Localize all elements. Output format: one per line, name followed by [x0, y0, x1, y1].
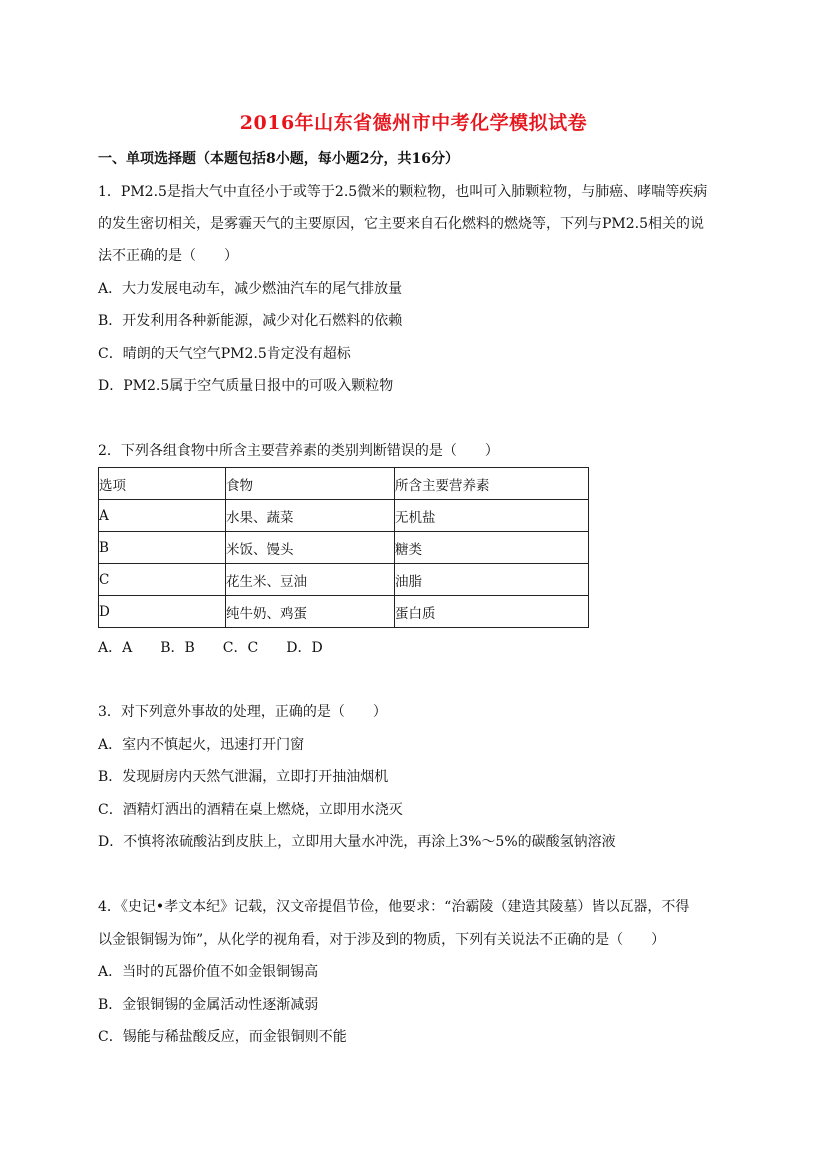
- question-3-option-c: C．酒精灯洒出的酒精在桌上燃烧，立即用水浇灭: [98, 802, 403, 818]
- table-cell: D: [99, 596, 226, 628]
- question-4-option-c: C．锡能与稀盐酸反应，而金银铜则不能: [98, 1029, 347, 1045]
- question-1-option-a: A．大力发展电动车，减少燃油汽车的尾气排放量: [98, 281, 403, 297]
- question-1-option-d: D．PM2.5属于空气质量日报中的可吸入颗粒物: [98, 378, 394, 394]
- table-header-row: [99, 468, 589, 500]
- table-header-cell: 选项: [99, 468, 226, 500]
- question-3-option-b: B．发现厨房内天然气泄漏，立即打开抽油烟机: [98, 769, 389, 785]
- page-title: 2016年山东省德州市中考化学模拟试卷: [239, 112, 588, 134]
- table-cell: 花生米、豆油: [226, 564, 395, 596]
- table-cell: 糖类: [395, 532, 589, 564]
- table-row: [99, 500, 589, 532]
- question-1-stem-line: 1．PM2.5是指大气中直径小于或等于2.5微米的颗粒物，也叫可入肺颗粒物，与肺癌、哮喘等疾病: [98, 184, 708, 200]
- table-cell: 无机盐: [395, 500, 589, 532]
- table-cell: 纯牛奶、鸡蛋: [226, 596, 395, 628]
- table-cell: 米饭、馒头: [226, 532, 395, 564]
- question-3-option-a: A．室内不慎起火，迅速打开门窗: [98, 737, 305, 753]
- question-1-option-b: B．开发利用各种新能源，减少对化石燃料的依赖: [98, 313, 403, 329]
- question-4-stem-line: 4．《史记•孝文本纪》记载，汉文帝提倡节俭，他要求：“治霸陵（建造其陵墓）皆以瓦器，不得: [98, 899, 690, 915]
- table-cell: 水果、蔬菜: [226, 500, 395, 532]
- question-2-stem: 2．下列各组食物中所含主要营养素的类别判断错误的是（ ）: [98, 443, 499, 459]
- table-cell: 蛋白质: [395, 596, 589, 628]
- question-3-stem: 3．对下列意外事故的处理，正确的是（ ）: [98, 704, 387, 720]
- table-cell: 油脂: [395, 564, 589, 596]
- nutrient-table: [98, 467, 589, 628]
- section-heading: 一、单项选择题（本题包括8小题，每小题2分，共16分）: [98, 151, 459, 167]
- question-2-options: A．A B．B C．C D．D: [98, 640, 323, 656]
- question-4-stem-line: 以金银铜锡为饰”，从化学的视角看，对于涉及到的物质，下列有关说法不正确的是（ ）: [98, 932, 666, 948]
- table-row: [99, 532, 589, 564]
- table-cell: A: [99, 500, 226, 532]
- question-1-stem-line: 的发生密切相关，是雾霾天气的主要原因，它主要来自石化燃料的燃烧等，下列与PM2.5相关的说: [98, 216, 705, 232]
- table-row: [99, 596, 589, 628]
- question-3-option-d: D．不慎将浓硫酸沾到皮肤上，立即用大量水冲洗，再涂上3%～5%的碳酸氢钠溶液: [98, 834, 616, 850]
- table-cell: B: [99, 532, 226, 564]
- table-header-cell: 食物: [226, 468, 395, 500]
- table-row: [99, 564, 589, 596]
- question-1-stem-line: 法不正确的是（ ）: [98, 248, 238, 264]
- question-4-option-b: B．金银铜锡的金属活动性逐渐减弱: [98, 997, 319, 1013]
- question-4-option-a: A．当时的瓦器价值不如金银铜锡高: [98, 964, 319, 980]
- table-header-cell: 所含主要营养素: [395, 468, 589, 500]
- question-1-option-c: C．晴朗的天气空气PM2.5肯定没有超标: [98, 346, 351, 362]
- table-cell: C: [99, 564, 226, 596]
